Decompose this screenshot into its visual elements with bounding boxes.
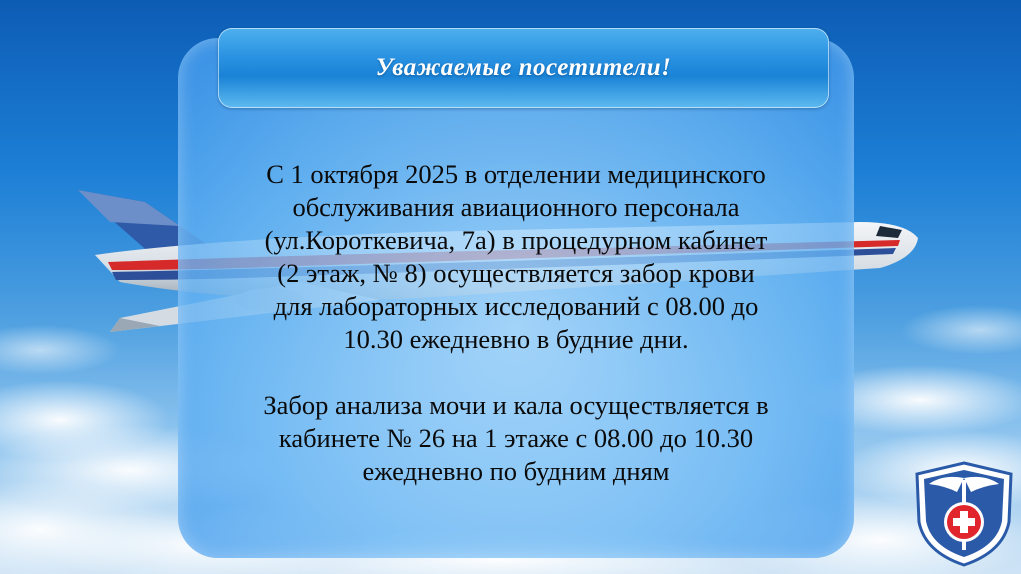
notice-line: ежедневно по будним дням <box>362 456 670 486</box>
notice-line: кабинете № 26 на 1 этаже с 08.00 до 10.30 <box>278 423 754 453</box>
notice-line: С 1 октября 2025 в отделении медицинского <box>266 159 766 189</box>
notice-paragraph-analysis <box>190 389 842 488</box>
medical-emblem-icon <box>913 460 1015 568</box>
notice-body <box>190 158 842 488</box>
notice-header <box>218 28 829 108</box>
notice-line: для лабораторных исследований с 08.00 до <box>273 291 759 321</box>
notice-line: 10.30 ежедневно в будние дни. <box>343 324 689 354</box>
notice-line: (2 этаж, № 8) осуществляется забор крови <box>277 258 755 288</box>
notice-paragraph-blood-test <box>190 158 842 356</box>
notice-line: (ул.Короткевича, 7а) в процедурном кабинет <box>264 225 768 255</box>
notice-line: Забор анализа мочи и кала осуществляется в <box>263 390 769 420</box>
notice-line: обслуживания авиационного персонала <box>292 192 740 222</box>
header-title: Уважаемые посетители! <box>375 54 672 81</box>
